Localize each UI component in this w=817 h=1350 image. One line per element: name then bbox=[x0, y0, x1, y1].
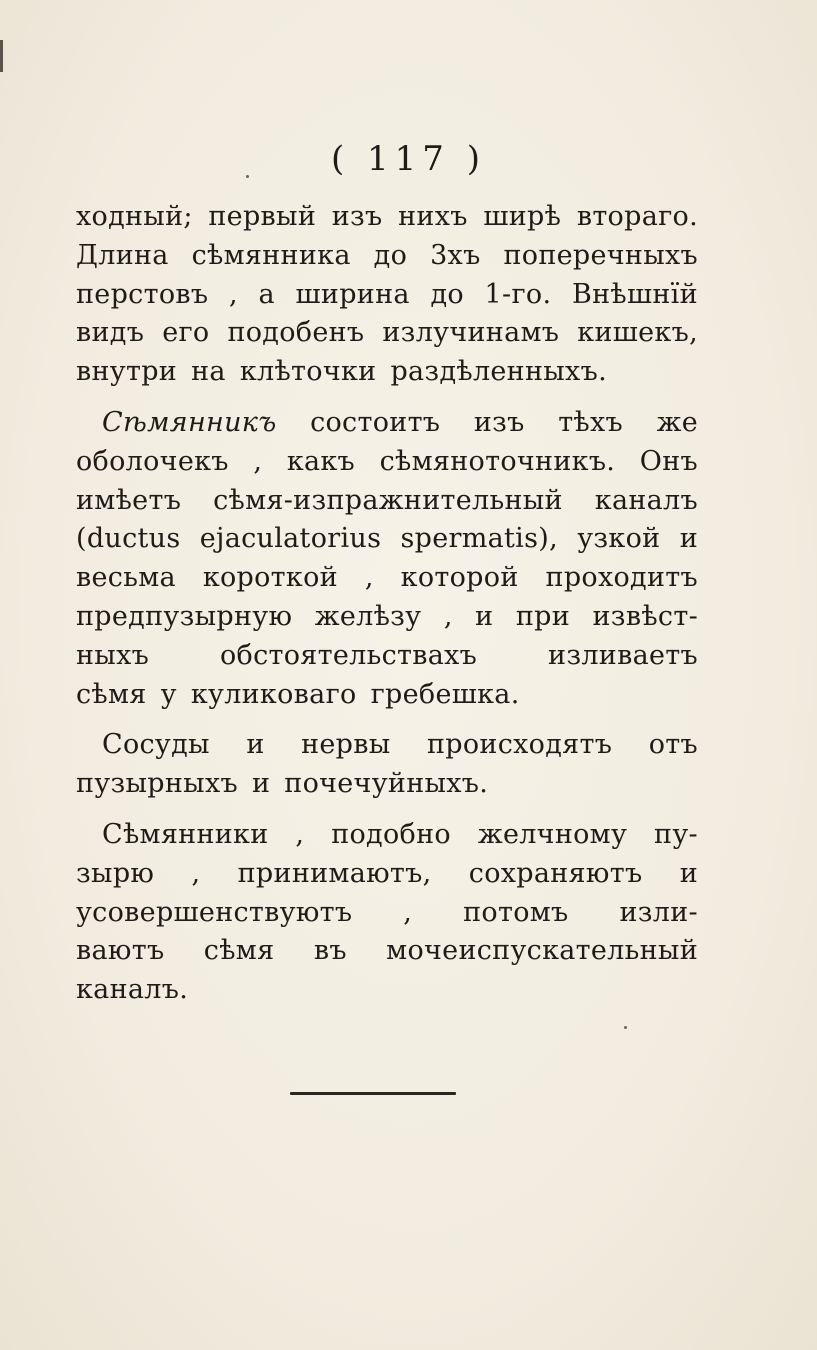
text-line: (ductus ejaculatorius spermatis), узкой и bbox=[76, 523, 698, 555]
end-rule bbox=[290, 1092, 456, 1095]
paragraph bbox=[76, 818, 698, 1015]
paragraph bbox=[76, 203, 698, 397]
text-line: имѣетъ сѣмя-изпражнительный каналъ bbox=[76, 484, 698, 516]
text-line: внутри на клѣточки раздѣленныхъ. bbox=[76, 356, 607, 388]
text-line: ваютъ сѣмя въ мочеиспускательный bbox=[76, 935, 698, 967]
text-line: перстовъ , а ширина до 1-го. Внѣшнїй bbox=[76, 278, 698, 310]
text-line: Сосуды и нервы происходятъ отъ bbox=[102, 729, 698, 761]
text-line: ныхъ обстоятельствахъ изливаетъ bbox=[76, 639, 698, 671]
page-number: ( 117 ) bbox=[330, 139, 487, 179]
text-line: Длина сѣмянника до 3хъ поперечныхъ bbox=[76, 239, 698, 271]
text-line: Сѣмянники , подобно желчному пу- bbox=[102, 818, 698, 850]
text-line: каналъ. bbox=[76, 974, 189, 1006]
paragraph bbox=[76, 406, 698, 719]
text-line: ходный; первый изъ нихъ ширѣ втораго. bbox=[76, 201, 698, 232]
body-text bbox=[76, 203, 698, 1015]
text-line: предпузырную желѣзу , и при извѣст- bbox=[76, 600, 698, 632]
text-line: оболочекъ , какъ сѣмяноточникъ. Онъ bbox=[76, 445, 698, 477]
paragraph bbox=[76, 731, 698, 809]
text-line: видъ его подобенъ излучинамъ кишекъ, bbox=[76, 317, 698, 349]
text-line: усовершенствуютъ , потомъ изли- bbox=[76, 896, 698, 928]
text-line: сѣмя у куликоваго гребешка. bbox=[76, 678, 520, 710]
page-edge-mark bbox=[0, 40, 3, 72]
text-line: Сѣмянникъ состоитъ изъ тѣхъ же bbox=[102, 406, 698, 438]
text-line: пузырныхъ и почечуйныхъ. bbox=[76, 768, 489, 800]
text-line: весьма короткой , которой проходитъ bbox=[76, 562, 698, 594]
ink-speck bbox=[624, 1026, 627, 1029]
text-line: зырю , принимаютъ, сохраняютъ и bbox=[76, 857, 698, 889]
